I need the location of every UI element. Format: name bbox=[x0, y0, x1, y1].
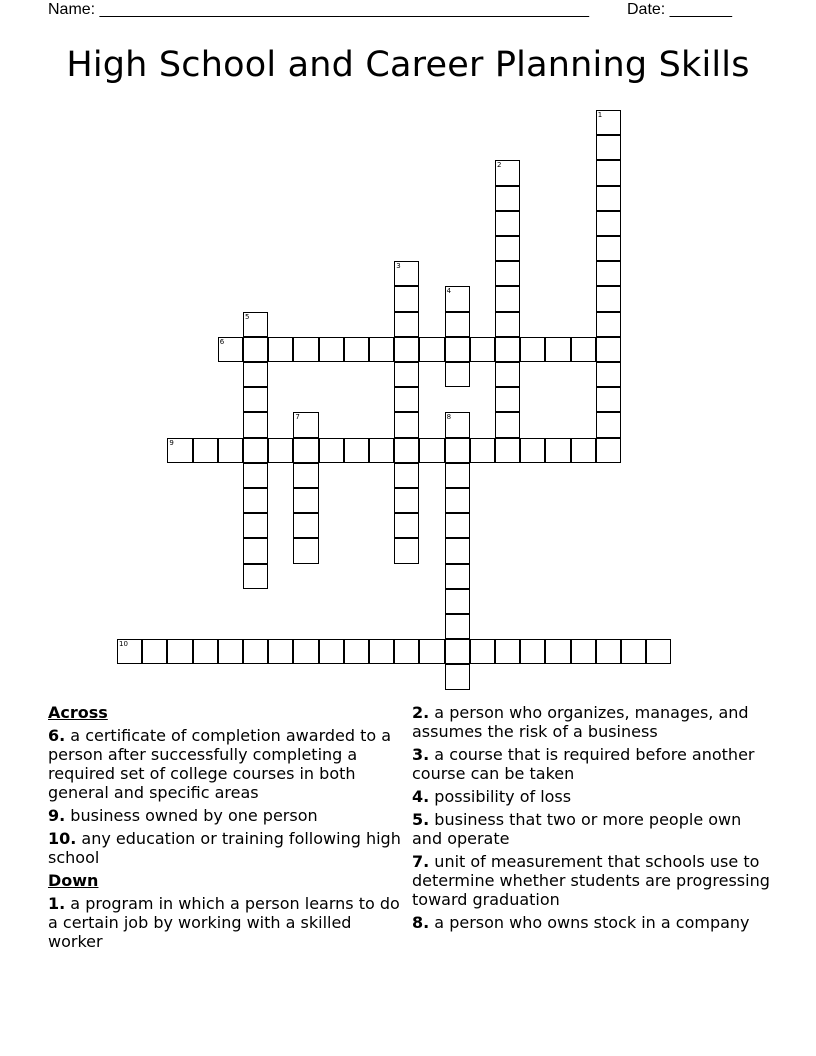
crossword-cell[interactable] bbox=[445, 488, 470, 513]
clue-text: any education or training following high school bbox=[48, 829, 401, 867]
cell-number: 9 bbox=[169, 438, 174, 447]
crossword-cell[interactable] bbox=[470, 438, 495, 463]
crossword-cell[interactable] bbox=[344, 337, 369, 362]
clue-number: 10. bbox=[48, 829, 77, 848]
crossword-cell[interactable] bbox=[596, 236, 621, 261]
crossword-cell[interactable] bbox=[394, 362, 419, 387]
crossword-cell[interactable] bbox=[495, 236, 520, 261]
crossword-cell[interactable] bbox=[419, 337, 444, 362]
crossword-cell[interactable] bbox=[293, 438, 318, 463]
clue-text: possibility of loss bbox=[429, 787, 572, 806]
crossword-cell[interactable] bbox=[495, 211, 520, 236]
crossword-cell[interactable] bbox=[419, 639, 444, 664]
crossword-cell[interactable] bbox=[571, 337, 596, 362]
clue-number: 7. bbox=[412, 852, 430, 871]
cell-number: 8 bbox=[446, 413, 452, 422]
crossword-cell[interactable] bbox=[445, 312, 470, 337]
crossword-cell[interactable] bbox=[193, 438, 218, 463]
crossword-cell[interactable] bbox=[445, 438, 470, 463]
crossword-cell[interactable] bbox=[369, 639, 394, 664]
crossword-cell[interactable] bbox=[344, 639, 369, 664]
clue-number: 5. bbox=[412, 810, 430, 829]
crossword-cell[interactable] bbox=[445, 463, 470, 488]
clue-text: a course that is required before another course can be taken bbox=[412, 745, 755, 783]
crossword-cell[interactable] bbox=[545, 639, 570, 664]
cell-number: 7 bbox=[295, 413, 300, 422]
crossword-cell[interactable] bbox=[319, 639, 344, 664]
crossword-cell[interactable] bbox=[495, 438, 520, 463]
crossword-cell[interactable] bbox=[520, 438, 545, 463]
crossword-cell[interactable] bbox=[495, 337, 520, 362]
crossword-cell[interactable] bbox=[243, 488, 268, 513]
crossword-cell[interactable] bbox=[596, 211, 621, 236]
crossword-cell[interactable] bbox=[218, 639, 243, 664]
crossword-cell[interactable] bbox=[445, 538, 470, 563]
crossword-cell[interactable] bbox=[646, 639, 671, 664]
crossword-cell[interactable] bbox=[243, 312, 268, 337]
down-heading: Down bbox=[48, 871, 99, 890]
crossword-cell[interactable] bbox=[445, 614, 470, 639]
crossword-cell[interactable] bbox=[243, 513, 268, 538]
clues-left-column bbox=[48, 703, 404, 955]
crossword-cell[interactable] bbox=[319, 337, 344, 362]
cell-number: 3 bbox=[396, 262, 401, 271]
cell-number: 2 bbox=[497, 161, 502, 170]
crossword-cell[interactable] bbox=[394, 538, 419, 563]
crossword-cell[interactable] bbox=[596, 186, 621, 211]
crossword-cell[interactable] bbox=[596, 337, 621, 362]
clue-item bbox=[412, 913, 772, 932]
crossword-cell[interactable] bbox=[445, 286, 470, 311]
crossword-cell[interactable] bbox=[596, 387, 621, 412]
clue-text: a person who owns stock in a company bbox=[429, 913, 750, 932]
clue-item bbox=[48, 829, 404, 867]
crossword-cell[interactable] bbox=[293, 538, 318, 563]
crossword-cell[interactable] bbox=[571, 639, 596, 664]
cell-number: 10 bbox=[119, 640, 128, 649]
crossword-cell[interactable] bbox=[394, 286, 419, 311]
clue-number: 4. bbox=[412, 787, 430, 806]
crossword-cell[interactable] bbox=[243, 438, 268, 463]
crossword-cell[interactable] bbox=[596, 261, 621, 286]
clue-text: unit of measurement that schools use to determine whether students are progressing toward graduation bbox=[412, 852, 770, 909]
crossword-cell[interactable] bbox=[596, 160, 621, 185]
crossword-cell[interactable] bbox=[394, 639, 419, 664]
crossword-cell[interactable] bbox=[344, 438, 369, 463]
clue-number: 2. bbox=[412, 703, 430, 722]
crossword-cell[interactable] bbox=[445, 362, 470, 387]
crossword-cell[interactable] bbox=[445, 513, 470, 538]
across-heading: Across bbox=[48, 703, 108, 722]
clues-right-column bbox=[412, 703, 772, 936]
crossword-cell[interactable] bbox=[243, 362, 268, 387]
crossword-cell[interactable] bbox=[520, 639, 545, 664]
crossword-cell[interactable] bbox=[545, 438, 570, 463]
clue-item bbox=[412, 745, 772, 783]
crossword-cell[interactable] bbox=[596, 412, 621, 437]
crossword-cell[interactable] bbox=[495, 639, 520, 664]
clue-number: 9. bbox=[48, 806, 66, 825]
crossword-cell[interactable] bbox=[445, 412, 470, 437]
crossword-cell[interactable] bbox=[243, 337, 268, 362]
crossword-cell[interactable] bbox=[218, 337, 243, 362]
crossword-cell[interactable] bbox=[243, 387, 268, 412]
crossword-cell[interactable] bbox=[293, 337, 318, 362]
crossword-cell[interactable] bbox=[394, 261, 419, 286]
crossword-cell[interactable] bbox=[596, 639, 621, 664]
clue-item bbox=[48, 894, 404, 951]
cell-number: 4 bbox=[446, 287, 452, 296]
crossword-cell[interactable] bbox=[293, 639, 318, 664]
crossword-cell[interactable] bbox=[495, 261, 520, 286]
crossword-cell[interactable] bbox=[495, 286, 520, 311]
crossword-cell[interactable] bbox=[293, 463, 318, 488]
crossword-cell[interactable] bbox=[369, 438, 394, 463]
crossword-cell[interactable] bbox=[596, 286, 621, 311]
clue-item bbox=[48, 726, 404, 802]
crossword-cell[interactable] bbox=[520, 337, 545, 362]
crossword-cell[interactable] bbox=[293, 488, 318, 513]
clue-item bbox=[48, 806, 404, 825]
crossword-cell[interactable] bbox=[243, 564, 268, 589]
crossword-cell[interactable] bbox=[268, 639, 293, 664]
crossword-cell[interactable] bbox=[117, 639, 142, 664]
crossword-cell[interactable] bbox=[394, 463, 419, 488]
clue-text: a person who organizes, manages, and assumes the risk of a business bbox=[412, 703, 749, 741]
name-field[interactable]: Name: _______________________________________________________ bbox=[48, 1, 589, 18]
clue-text: a program in which a person learns to do a certain job by working with a skilled worker bbox=[48, 894, 400, 951]
date-field[interactable]: Date: _______ bbox=[627, 1, 732, 18]
crossword-cell[interactable] bbox=[268, 337, 293, 362]
crossword-cell[interactable] bbox=[293, 412, 318, 437]
clue-number: 3. bbox=[412, 745, 430, 764]
crossword-cell[interactable] bbox=[445, 564, 470, 589]
crossword-cell[interactable] bbox=[319, 438, 344, 463]
cell-number: 5 bbox=[245, 312, 250, 321]
crossword-cell[interactable] bbox=[419, 438, 444, 463]
crossword-cell[interactable] bbox=[495, 186, 520, 211]
crossword-cell[interactable] bbox=[545, 337, 570, 362]
crossword-cell[interactable] bbox=[394, 513, 419, 538]
crossword-cell[interactable] bbox=[621, 639, 646, 664]
crossword-cell[interactable] bbox=[243, 639, 268, 664]
crossword-cell[interactable] bbox=[495, 387, 520, 412]
crossword-cell[interactable] bbox=[243, 538, 268, 563]
down-clue-list bbox=[48, 894, 404, 951]
cell-number: 1 bbox=[597, 111, 603, 119]
crossword-cell[interactable] bbox=[445, 337, 470, 362]
crossword-cell[interactable] bbox=[596, 110, 621, 135]
crossword-cell[interactable] bbox=[369, 337, 394, 362]
across-clue-list bbox=[48, 726, 404, 867]
crossword-cell[interactable] bbox=[394, 412, 419, 437]
crossword-cell[interactable] bbox=[142, 639, 167, 664]
crossword-cell[interactable] bbox=[596, 362, 621, 387]
crossword-cell[interactable] bbox=[596, 135, 621, 160]
crossword-cell[interactable] bbox=[495, 362, 520, 387]
clue-number: 6. bbox=[48, 726, 66, 745]
crossword-cell[interactable] bbox=[495, 412, 520, 437]
crossword-cell[interactable] bbox=[394, 438, 419, 463]
crossword-cell[interactable] bbox=[445, 639, 470, 664]
crossword-cell[interactable] bbox=[243, 412, 268, 437]
crossword-cell[interactable] bbox=[394, 312, 419, 337]
crossword-cell[interactable] bbox=[167, 639, 192, 664]
clue-item bbox=[412, 703, 772, 741]
crossword-cell[interactable] bbox=[394, 387, 419, 412]
crossword-cell[interactable] bbox=[167, 438, 192, 463]
clue-number: 1. bbox=[48, 894, 66, 913]
crossword-cell[interactable] bbox=[571, 438, 596, 463]
clue-text: business owned by one person bbox=[65, 806, 318, 825]
clue-item bbox=[412, 787, 772, 806]
down-clue-list-continued bbox=[412, 703, 772, 932]
crossword-cell[interactable] bbox=[470, 639, 495, 664]
crossword-cell[interactable] bbox=[268, 438, 293, 463]
clue-item bbox=[412, 810, 772, 848]
crossword-cell[interactable] bbox=[596, 312, 621, 337]
clue-item bbox=[412, 852, 772, 909]
crossword-cell[interactable] bbox=[293, 513, 318, 538]
crossword-cell[interactable] bbox=[445, 664, 470, 689]
crossword-cell[interactable] bbox=[495, 160, 520, 185]
crossword-cell[interactable] bbox=[193, 639, 218, 664]
page-title: High School and Career Planning Skills bbox=[66, 45, 750, 85]
crossword-cell[interactable] bbox=[243, 463, 268, 488]
crossword-cell[interactable] bbox=[470, 337, 495, 362]
crossword-cell[interactable] bbox=[394, 488, 419, 513]
crossword-cell[interactable] bbox=[495, 312, 520, 337]
crossword-cell[interactable] bbox=[394, 337, 419, 362]
clue-number: 8. bbox=[412, 913, 430, 932]
crossword-cell[interactable] bbox=[445, 589, 470, 614]
cell-number: 6 bbox=[219, 337, 225, 346]
crossword-cell[interactable] bbox=[218, 438, 243, 463]
crossword-cell[interactable] bbox=[596, 438, 621, 463]
clue-text: a certificate of completion awarded to a person after successfully completing a required set of college courses in both general and specific areas bbox=[48, 726, 392, 802]
clue-text: business that two or more people own and operate bbox=[412, 810, 742, 848]
